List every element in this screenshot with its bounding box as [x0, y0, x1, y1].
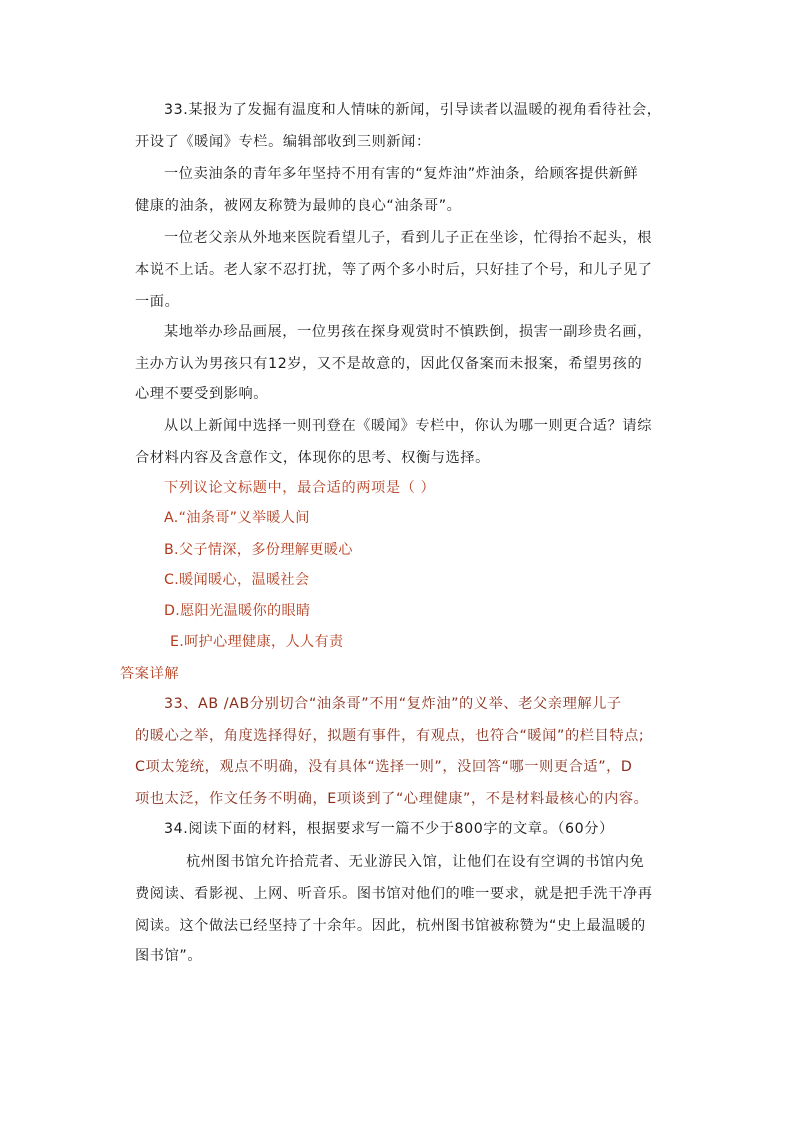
- question-prompt: 下列议论文标题中，最合适的两项是（ ）: [164, 480, 436, 496]
- news-3-line-2: 主办方认为男孩只有12岁，又不是故意的，因此仅备案而未报案，希望男孩的: [135, 356, 643, 372]
- option-c: C.暖闻暖心，温暖社会: [164, 572, 310, 588]
- option-d: D.愿阳光温暖你的眼睛: [164, 603, 311, 619]
- q33-intro-line-1: 33.某报为了发掘有温度和人情味的新闻，引导读者以温暖的视角看待社会，: [164, 102, 662, 118]
- news-3-line-1: 某地举办珍品画展，一位男孩在探身观赏时不慎跌倒，损害一副珍贵名画，: [164, 324, 652, 340]
- news-2-line-2: 本说不上话。老人家不忍打扰，等了两个多小时后，只好挂了个号，和儿子见了: [135, 262, 653, 278]
- news-2-line-3: 一面。: [135, 294, 180, 310]
- q33-intro-line-2: 开设了《暖闻》专栏。编辑部收到三则新闻：: [135, 134, 431, 150]
- news-1-line-2: 健康的油条，被网友称赞为最帅的良心“油条哥”。: [135, 198, 462, 214]
- task-line-2: 合材料内容及含意作文，体现你的思考、权衡与选择。: [135, 450, 490, 466]
- task-line-1: 从以上新闻中选择一则刊登在《暖闻》专栏中，你认为哪一则更合适？请综: [164, 418, 652, 434]
- answer-heading: 答案详解: [120, 666, 180, 682]
- answer-line-4: 项也太泛，作文任务不明确，E项谈到了“心理健康”，不是材料最核心的内容。: [135, 791, 649, 807]
- q34-intro: 34.阅读下面的材料，根据要求写一篇不少于800字的文章。（60分）: [164, 821, 614, 837]
- q34-material-line-1: 杭州图书馆允许拾荒者、无业游民入馆，让他们在设有空调的书馆内免: [186, 854, 645, 870]
- q34-material-line-3: 阅读。这个做法已经坚持了十余年。因此，杭州图书馆被称赞为“史上最温暖的: [135, 918, 646, 934]
- option-e: E.呵护心理健康，人人有责: [170, 634, 344, 650]
- answer-line-2: 的暖心之举，角度选择得好，拟题有事件，有观点，也符合“暖闻”的栏目特点;: [135, 728, 645, 744]
- option-b: B.父子情深，多份理解更暖心: [164, 542, 353, 558]
- news-1-line-1: 一位卖油条的青年多年坚持不用有害的“复炸油”炸油条，给顾客提供新鲜: [164, 166, 639, 182]
- answer-line-1: 33、AB /AB分别切合“油条哥”不用“复炸油”的义举、老父亲理解儿子: [164, 696, 622, 712]
- news-3-line-3: 心理不要受到影响。: [135, 386, 269, 402]
- news-2-line-1: 一位老父亲从外地来医院看望儿子，看到儿子正在坐诊，忙得抬不起头，根: [164, 230, 652, 246]
- answer-line-3: C项太笼统，观点不明确，没有具体“选择一则”，没回答“哪一则更合适”，D: [135, 759, 633, 775]
- q34-material-line-2: 费阅读、看影视、上网、听音乐。图书馆对他们的唯一要求，就是把手洗干净再: [135, 886, 653, 902]
- option-a: A.“油条哥”义举暖人间: [164, 510, 310, 526]
- q34-material-line-4: 图书馆”。: [135, 948, 203, 964]
